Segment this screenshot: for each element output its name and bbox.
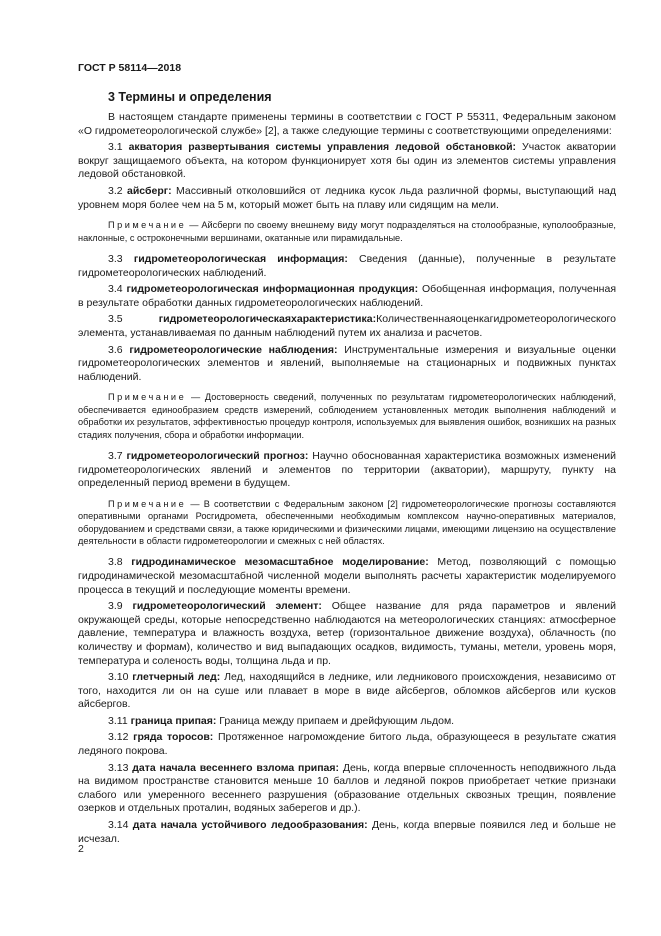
term-3-7: 3.7 гидрометеорологический прогноз: Научно обоснованная характеристика возможных изменений гидрометеорологических явлений и элементов по территории (акватории), маршруту, пункту на определенный период времени в будущем. — [78, 449, 616, 490]
term-3-4: 3.4 гидрометеорологическая информационная продукция: Обобщенная информация, полученная в результате обработки данных гидрометеорологических наблюдений. — [78, 283, 617, 309]
note-1: Примечание — Айсберги по своему внешнему виду могут подразделяться на столообразные, куполообразные, наклонные, с остроконечными вершинами, окатанные или пирамидальные. — [78, 220, 616, 243]
term-3-9: 3.9 гидрометеорологический элемент: Общее название для ряда параметров и явлений окружающей среды, которые непосредственно наблюдаются на метеорологических станциях: атмосферное давление, температура и влажность воздуха, ветер (горизонтальное движение воздуха), облачность (по количеству и формам), количество и вид выпадающих осадков, видимость, туманы, метели, уровень моря, температура и соленость воды, толщина льда и пр. — [78, 600, 617, 667]
term-3-8: 3.8 гидродинамическое мезомасштабное моделирование: Метод, позволяющий с помощью гидродинамической мезомасштабной численной модели выполнять расчеты характеристик моделируемого процесса в текущий и последующие моменты времени. — [78, 556, 617, 596]
term-3-1: 3.1 акватория развертывания системы управления ледовой обстановкой: Участок акватории вокруг защищаемого объекта, на котором функционирует хотя бы один из элементов системы управления ледовой обстановкой. — [78, 141, 616, 181]
term-3-12: 3.12 гряда торосов: Протяженное нагромождение битого льда, образующееся в результате сжатия ледяного покрова. — [78, 731, 617, 758]
term-3-14: 3.14 дата начала устойчивого ледообразования: День, когда впервые появился лед и больше не исчезал. — [78, 819, 616, 845]
term-3-2: 3.2 айсберг: Массивный отколовшийся от ледника кусок льда различной формы, выступающий над уровнем моря более чем на 5 м, который может быть на плаву или сидящим на мели. — [78, 184, 616, 211]
document-header: ГОСТ Р 58114—2018 — [78, 62, 182, 74]
page-number: 2 — [78, 843, 84, 855]
intro-paragraph: В настоящем стандарте применены термины в соответствии с ГОСТ Р 55311, Федеральным законом «О гидрометеорологической службе» [2], а также следующие термины с соответствующими определениями: — [78, 111, 616, 137]
note-3: Примечание — В соответствии с Федеральным законом [2] гидрометеорологические прогнозы составляются оперативными органами Росгидромета, обеспеченными необходимым комплексом научно-оперативных материалов, оборудованием и средствами связи, а также юридическими и физическими лицами, имеющими лицензию на осуществление деятельности в области гидрометеорологии и смежных с ней областях. — [78, 498, 617, 546]
term-3-11: 3.11 граница припая: Граница между припаем и дрейфующим льдом. — [108, 714, 455, 727]
term-3-13: 3.13 дата начала весеннего взлома припая: День, когда впервые сплоченность неподвижного льда на видимом пространстве становится меньше 10 баллов и ледяной покров приобретает четкие признаки слабого или умеренного весеннего разрушения (образование отдельных сквозных трещин, появление озерков и отдельных проталин, водяных заберегов и др.). — [78, 761, 616, 815]
term-3-10: 3.10 глетчерный лед: Лед, находящийся в леднике, или ледникового происхождения, независимо от того, находится ли он на суше или плавает в море в виде айсбергов, обломков айсбергов или кусков айсбергов. — [78, 671, 616, 711]
term-3-6: 3.6 гидрометеорологические наблюдения: Инструментальные измерения и визуальные оценки гидрометеорологических элементов и явлений, выполняемые на стационарных и подвижных пунктах наблюдений. — [78, 343, 617, 383]
term-3-3: 3.3 гидрометеорологическая информация: Сведения (данные), полученные в результате гидрометеорологических наблюдений. — [78, 252, 617, 279]
term-3-5: 3.5 гидрометеорологическаяхарактеристика:Количественнаяоценкагидрометеорологического элемента, устанавливаемая по данным наблюдений путем их анализа и расчетов. — [78, 313, 616, 339]
document-body — [78, 90, 616, 849]
note-2: Примечание — Достоверность сведений, полученных по результатам гидрометеорологических наблюдений, обеспечивается единообразием средств измерений, соблюдением установленных методик выполнения наблюдений и обработки их результатов, эффективностью процедур контроля, используемых для выявления ошибок, возникших на разных стадиях получения, сбора и обработки информации. — [78, 392, 616, 440]
section-title: 3 Термины и определения — [108, 90, 272, 104]
